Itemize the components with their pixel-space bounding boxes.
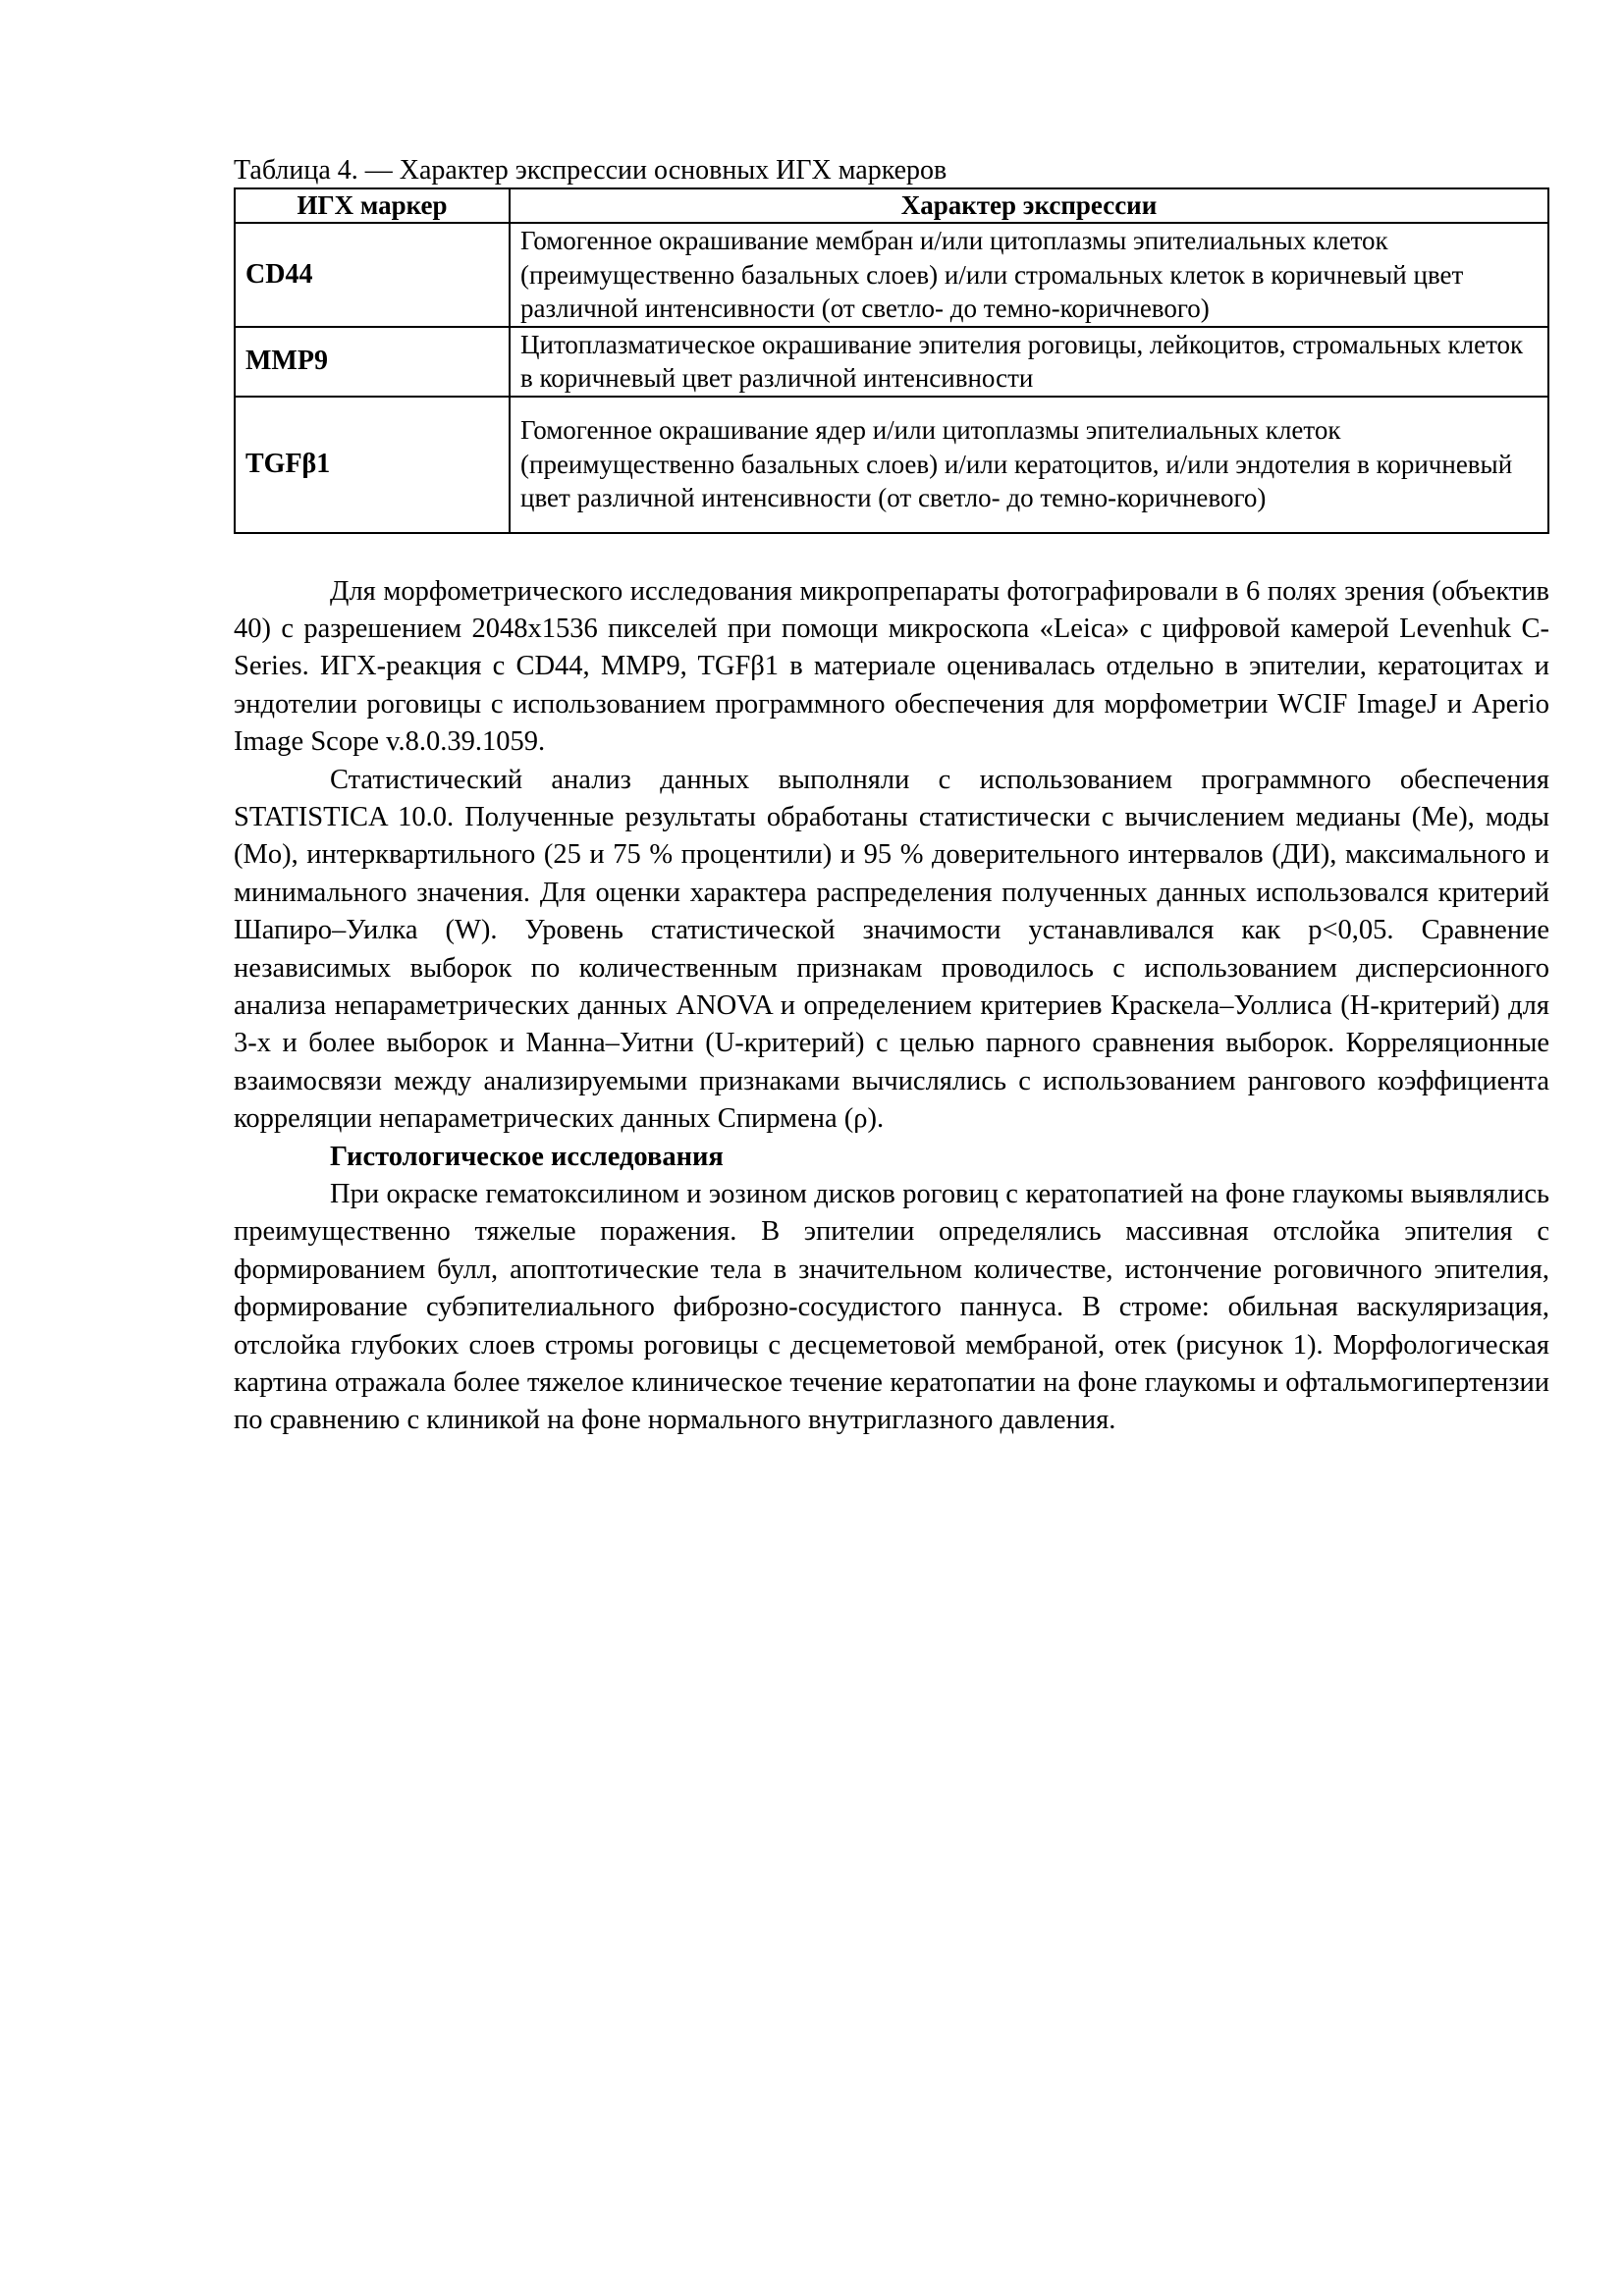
table-row: [235, 327, 1548, 397]
header-expression: Характер экспрессии: [510, 188, 1548, 223]
paragraph-morphometry: Для морфометрического исследования микропрепараты фотографировали в 6 полях зрения (объектив 40) с разрешением 2048x1536 пикселей при помощи микроскопа «Leica» с цифровой камерой Levenhuk C-Series. ИГХ-реакция с CD44, MMP9, TGFβ1 в материале оценивалась отдельно в эпителии, кератоцитах и эндотелии роговицы с использованием программного обеспечения для морфометрии WCIF ImageJ и Aperio Image Scope v.8.0.39.1059.: [234, 575, 1549, 758]
marker-cell: CD44: [235, 223, 510, 327]
table-caption: Таблица 4. — Характер экспрессии основных ИГХ маркеров: [234, 155, 947, 186]
paragraph-statistics: Статистический анализ данных выполняли с использованием программного обеспечения STATISTICA 10.0. Полученные результаты обработаны статистически с вычислением медианы (Me), моды (Mo), интерквартильного (25 и 75 % процентили) и 95 % доверительного интервалов (ДИ), максимального и минимального значения. Для оценки характера распределения полученных данных использовался критерий Шапиро–Уилка (W). Уровень статистической значимости устанавливался как p<0,05. Сравнение независимых выборок по количественным признакам проводилось с использованием дисперсионного анализа непараметрических данных ANOVA и определением критериев Краскела–Уоллиса (H-критерий) для 3-х и более выборок и Манна–Уитни (U-критерий) с целью парного сравнения выборок. Корреляционные взаимосвязи между анализируемыми признаками вычислялись с использованием рангового коэффициента корреляции непараметрических данных Спирмена (ρ).: [234, 764, 1549, 1135]
marker-cell: MMP9: [235, 327, 510, 397]
table-row: [235, 223, 1548, 327]
table-header-row: [235, 188, 1548, 223]
paragraph-histology: При окраске гематоксилином и эозином дисков роговиц с кератопатией на фоне глаукомы выявлялись преимущественно тяжелые поражения. В эпителии определялись массивная отслойка эпителия с формированием булл, апоптотические тела в значительном количестве, истончение роговичного эпителия, формирование субэпителиального фиброзно-сосудистого паннуса. В строме: обильная васкуляризация, отслойка глубоких слоев стромы роговицы с десцеметовой мембраной, отек (рисунок 1). Морфологическая картина отражала более тяжелое клиническое течение кератопатии на фоне глаукомы и офтальмогипертензии по сравнению с клиникой на фоне нормального внутриглазного давления.: [234, 1179, 1549, 1436]
expression-cell: Гомогенное окрашивание мембран и/или цитоплазмы эпителиальных клеток (преимущественно базальных слоев) и/или стромальных клеток в коричневый цвет различной интенсивности (от светло- до темно-коричневого): [510, 223, 1548, 327]
document-page: [234, 155, 1549, 1440]
marker-cell: TGFβ1: [235, 397, 510, 533]
body-text: [234, 573, 1549, 1440]
table-row: [235, 397, 1548, 533]
header-marker: ИГХ маркер: [235, 188, 510, 223]
ihc-markers-table: [234, 187, 1549, 534]
expression-cell: Гомогенное окрашивание ядер и/или цитоплазмы эпителиальных клеток (преимущественно базальных слоев) и/или кератоцитов, и/или эндотелия в коричневый цвет различной интенсивности (от светло- до темно-коричневого): [510, 397, 1548, 533]
expression-cell: Цитоплазматическое окрашивание эпителия роговицы, лейкоцитов, стромальных клеток в коричневый цвет различной интенсивности: [510, 327, 1548, 397]
section-heading: Гистологическое исследования: [330, 1141, 724, 1172]
